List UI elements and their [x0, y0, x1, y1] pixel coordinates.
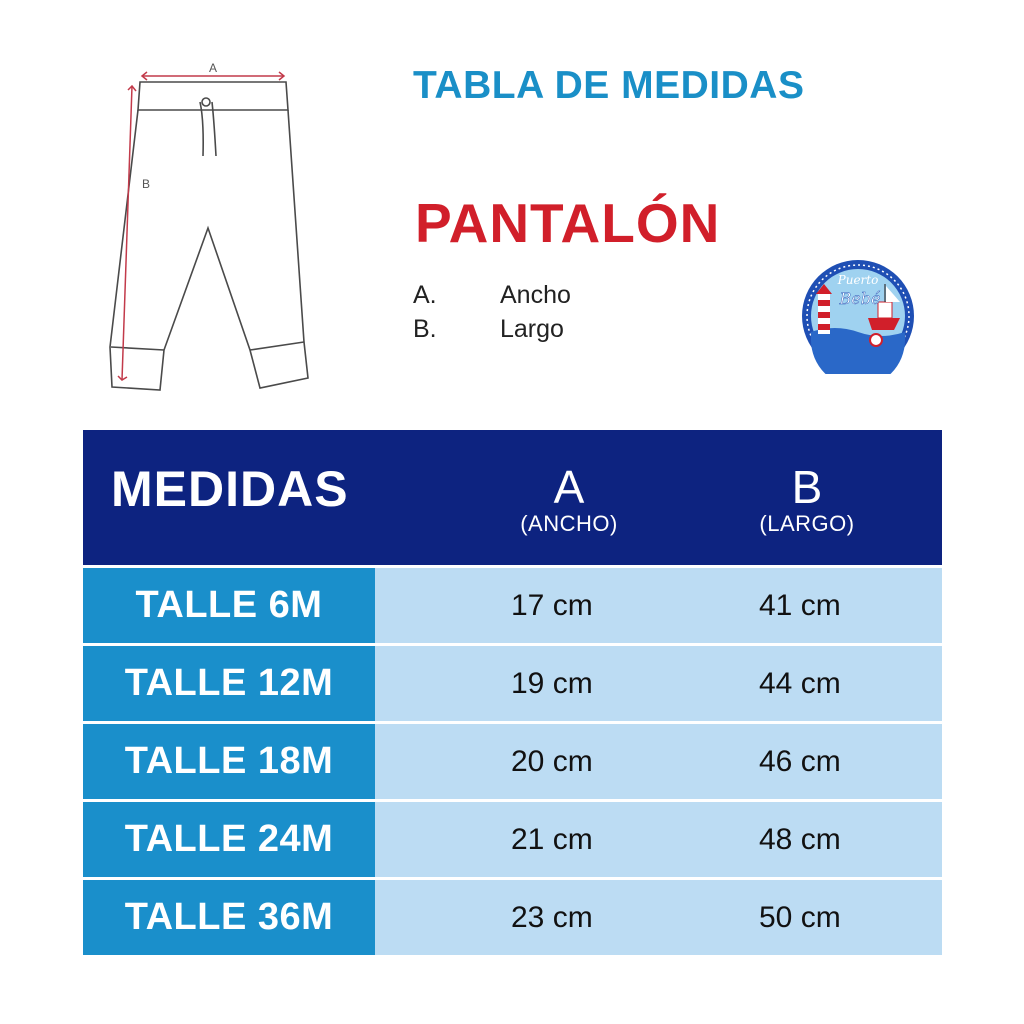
width-value: 23 cm [511, 900, 593, 934]
length-value: 44 cm [759, 666, 841, 700]
size-label: TALLE 24M [83, 802, 375, 877]
size-label: TALLE 36M [83, 880, 375, 955]
size-table [83, 430, 942, 960]
length-value: 48 cm [759, 822, 841, 856]
legend-item [413, 278, 571, 312]
size-label: TALLE 18M [83, 724, 375, 799]
product-title: PANTALÓN [415, 192, 721, 254]
column-subtitle: (ANCHO) [520, 511, 618, 536]
column-letter: A [553, 461, 585, 513]
table-header-label: MEDIDAS [111, 461, 349, 517]
brand-logo [800, 258, 916, 374]
legend-value: Ancho [500, 280, 571, 309]
table-row [83, 646, 942, 721]
legend-key: B. [413, 314, 437, 343]
length-value: 41 cm [759, 588, 841, 622]
table-row [83, 802, 942, 877]
width-value: 21 cm [511, 822, 593, 856]
pants-diagram [100, 60, 320, 400]
size-label: TALLE 6M [83, 568, 375, 643]
table-header [83, 430, 942, 565]
width-value: 19 cm [511, 666, 593, 700]
legend-item [413, 312, 571, 346]
length-value: 50 cm [759, 900, 841, 934]
logo-text-2: Bebé [839, 289, 881, 308]
size-label: TALLE 12M [83, 646, 375, 721]
column-subtitle: (LARGO) [759, 511, 855, 536]
column-header-a [489, 461, 649, 538]
legend-key: A. [413, 280, 437, 309]
table-row [83, 880, 942, 955]
logo-text-1: Puerto [837, 273, 879, 287]
measurement-legend [413, 278, 571, 346]
legend-value: Largo [500, 314, 564, 343]
diagram-label-b: B [142, 177, 151, 191]
length-value: 46 cm [759, 744, 841, 778]
diagram-label-a: A [208, 61, 218, 75]
column-letter: B [791, 461, 823, 513]
table-row [83, 568, 942, 643]
page-title: TABLA DE MEDIDAS [413, 64, 805, 107]
width-value: 20 cm [511, 744, 593, 778]
table-row [83, 724, 942, 799]
column-header-b [727, 461, 887, 538]
width-value: 17 cm [511, 588, 593, 622]
